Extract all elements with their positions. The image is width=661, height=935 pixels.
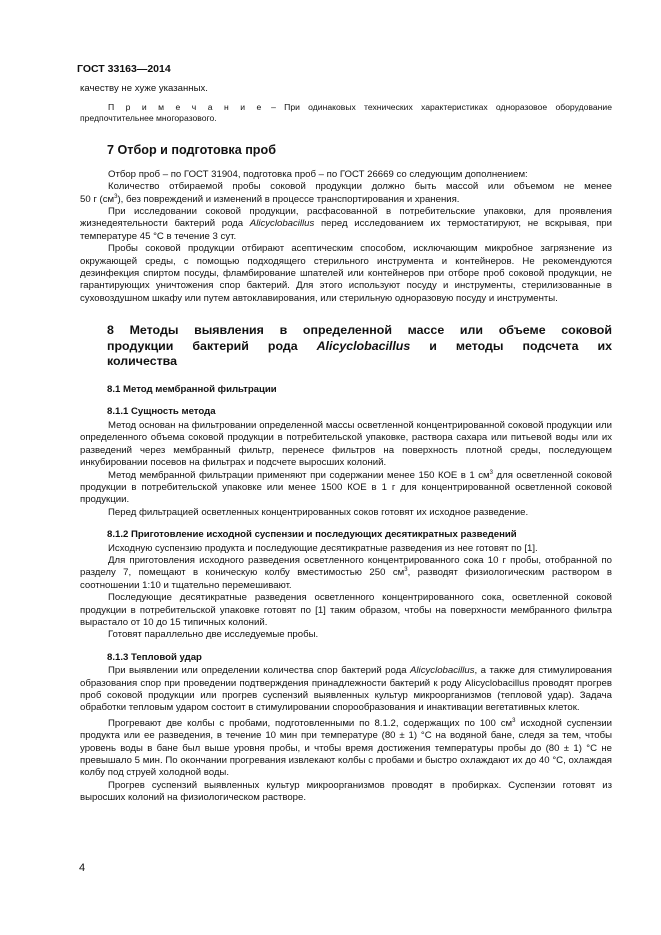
s7-paragraph-4: Пробы соковой продукции отбирают асептическим способом, исключающим микробное загрязнение из окружающей среды, с помощью подходящего стерильного инструмента и контейнеров. Не рекомендуются дезинфекция спиртом посуды, фламбирование шпателей или контейнеров при отборе проб соковой продукции, не гарантирующих уничтожения спор бактерий. Для этого используют посуду и инструменты, стерилизованные в суховоздушном шкафу или путем автоклавирования, или стерильную одноразовую посуду и инструменты.	[80, 243, 612, 304]
s811-paragraph-3: Перед фильтрацией осветленных концентрированных соков готовят их исходное разведение.	[108, 506, 529, 518]
superscript: 3	[114, 193, 118, 200]
s811-paragraph-1: Метод основан на фильтровании определенной массы осветленной концентрированной соковой продукции или определенного объема соковой продукции в потребительской упаковке, раствора сахара или питьевой воды или их разведений через мембранный фильтр, перенесе фильтров на поверхность плотной среды, последующем инкубировании посевов на фильтрах и подсчете выросших колоний.	[80, 419, 612, 469]
genus-name: Alicyclobacillus	[316, 338, 411, 353]
s811-p2-text: Метод мембранной фильтрации применяют при содержании менее 150 КОЕ в 1 см	[108, 469, 490, 481]
s813-p2-text-end: исходной суспензии продукта или ее разведения, в течение 10 мин при температуре (80 ± 1) °С на водяной бане, следя за тем, чтобы уровень воды в бане был выше уровня пробы, и чтобы время достижения температуры пробы до (80 ± 1) °С не превышало 5 мин. По окончании прогревания извлекают колбы с пробами и быстро охлаждают их до 40 °С, охлаждая колбу под струей холодной воды.	[80, 717, 612, 779]
s8-title-text-end: и методы подсчета их	[410, 338, 613, 353]
page-number: 4	[79, 862, 86, 874]
document-body	[80, 83, 612, 805]
s7-paragraph-1: Отбор проб – по ГОСТ 31904, подготовка проб – по ГОСТ 26669 со следующим дополнением:	[108, 168, 528, 180]
s7-p2-text-end: ), без повреждений и изменений в процессе транспортирования и хранения.	[117, 193, 460, 205]
section-8-1-2-title: 8.1.2 Приготовление исходной суспензии и последующих десятикратных разведений	[107, 529, 517, 541]
s811-paragraph-2	[80, 470, 612, 507]
s812-p2-text: Для приготовления исходного разведения осветленного концентрированного сока 10 г пробы, отобранной по разделу 7, помещают в коническую колбу вместимостью 250 см	[80, 554, 612, 579]
section-8-title	[107, 323, 612, 370]
s8-title-line-2	[107, 339, 612, 355]
s8-title-line-3: количества	[107, 354, 178, 369]
s812-paragraph-3: Последующие десятикратные разведения осветленного концентрированного сока, осветленной соковой продукции в потребительской упаковке готовят по [1] таким образом, чтобы на поверхности мембранного фильтра вырастало от 10 до 15 типичных колоний.	[80, 592, 612, 628]
intro-line: качеству не хуже указанных.	[80, 83, 208, 94]
superscript: 3	[512, 717, 516, 724]
s813-p1-text: При выявлении или определении количества спор бактерий рода	[108, 665, 411, 677]
s7-paragraph-2a: Количество отбираемой пробы соковой продукции должно быть массой или объемом не менее	[108, 181, 612, 193]
s7-p2-text: 50 г (см	[80, 193, 115, 205]
standard-header: ГОСТ 33163—2014	[77, 63, 171, 75]
superscript: 3	[489, 469, 493, 476]
s813-p2-text: Прогревают две колбы с пробами, подготовленными по 8.1.2, содержащих по 100 см	[108, 717, 513, 729]
s813-paragraph-2	[80, 718, 612, 780]
superscript: 3	[404, 567, 408, 574]
section-8-1-title: 8.1 Метод мембранной фильтрации	[107, 384, 277, 396]
s7-p3-text-end: перед исследованием их термостатируют, не вскрывая, при температуре 45 °С в течение 3 сут.	[80, 218, 613, 242]
genus-name: Alicyclobacillus	[249, 218, 315, 230]
s7-p3-text: При исследовании соковой продукции, расфасованной в потребительские упаковки, для проявления жизнедеятельности бактерий рода	[80, 206, 612, 230]
s812-paragraph-4: Готовят параллельно две исследуемые пробы.	[108, 629, 319, 641]
s8-title-line-1: 8 Методы выявления в определенной массе или объеме соковой	[107, 323, 612, 338]
note-label: П р и м е ч а н и е	[108, 102, 263, 113]
s7-paragraph-2b	[80, 194, 612, 206]
section-8-1-3-title: 8.1.3 Тепловой удар	[107, 651, 202, 663]
s813-p1-text-end: , а также для стимулирования образования спор при проведении подтверждения принадлежности бактерий к роду Alicyclobacillus проводят прогрев проб соковой продукции или прогрев суспензий выявленных культур микроорганизмов (тепловой удар). Задача обработки тепловым ударом состоит в стимулировании спорообразования и инактивации вегетативных клеток.	[80, 665, 612, 714]
s813-paragraph-3: Прогрев суспензий выявленных культур микроорганизмов проводят в пробирках. Суспензии готовят из выросших колоний на физиологическом растворе.	[80, 779, 612, 804]
note-line-2: предпочтительнее многоразового.	[80, 113, 217, 124]
s811-p2-text-end: для осветленной соковой продукции в потребительской упаковке или менее 1500 КОЕ в 1 г для концентрированной осветленной соковой продукции.	[80, 469, 613, 506]
s812-paragraph-1: Исходную суспензию продукта и последующие десятикратные разведения из нее готовят по [1].	[108, 542, 538, 554]
section-7-title: 7 Отбор и подготовка проб	[107, 143, 276, 158]
section-8-1-1-title: 8.1.1 Сущность метода	[107, 406, 216, 418]
s812-paragraph-2	[80, 555, 612, 592]
s7-paragraph-3	[80, 206, 612, 243]
s812-p2-text-end: , разводят физиологическим раствором в соотношении 1:10 и тщательно перемешивают.	[80, 567, 612, 591]
note-line-1	[80, 102, 612, 113]
s8-title-text: продукции бактерий рода	[107, 338, 317, 353]
genus-name: Alicyclobacillus	[410, 665, 475, 677]
s813-paragraph-1	[80, 665, 612, 715]
note-text: – При одинаковых технических характеристиках одноразовое оборудование	[262, 102, 612, 113]
